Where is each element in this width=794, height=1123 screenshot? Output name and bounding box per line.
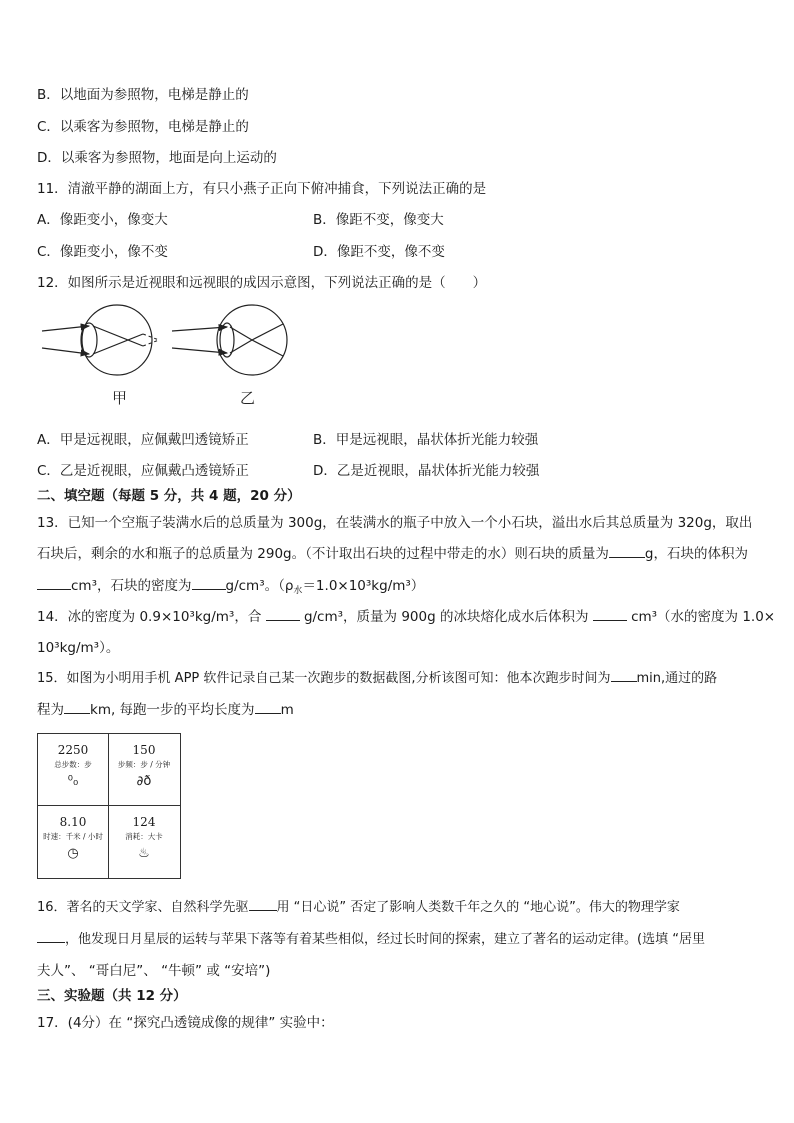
q14-text: 14．冰的密度为 0.9×10³kg/m³，合: [37, 609, 262, 625]
question-13-line-3: [37, 574, 424, 596]
q16-text: 用 “日心说” 否定了影响人类数千年之久的 “地心说”。伟大的物理学家: [276, 900, 680, 915]
q12-option-c: C．乙是近视眼，应佩戴凸透镜矫正: [37, 463, 249, 479]
stat-value: 8.10: [59, 815, 87, 829]
answer-blank[interactable]: [37, 930, 65, 943]
question-16-line-1: [37, 896, 680, 915]
q13-text: g/cm³。（ρ: [225, 578, 294, 594]
shoe-icon: ∂ð: [136, 774, 152, 789]
q15-text: km, 每跑一步的平均长度为: [90, 702, 255, 718]
question-13-line-1: 13．已知一个空瓶子装满水后的总质量为 300g，在装满水的瓶子中放入一个小石块，溢出水后其总质量为 320g，取出: [37, 515, 753, 531]
q12-option-d: D．乙是近视眼，晶状体折光能力较强: [313, 463, 540, 479]
stat-value: 124: [132, 815, 156, 829]
q11-option-c: C．像距变小，像不变: [37, 244, 168, 260]
q15-text: min,通过的路: [636, 671, 718, 686]
answer-blank[interactable]: [192, 577, 226, 590]
stat-cadence: [109, 734, 179, 805]
eye-diagram-yi: [172, 305, 287, 407]
q15-text: 程为: [37, 702, 64, 718]
stat-value: 2250: [57, 743, 89, 757]
stat-calories: [109, 806, 179, 877]
q13-subscript: 水: [293, 586, 303, 596]
question-15-line-2: [37, 698, 294, 718]
answer-blank[interactable]: [266, 608, 300, 621]
answer-blank[interactable]: [249, 898, 277, 911]
question-16-line-3: 夫人”、 “哥白尼”、 “牛顿” 或 “安培”): [37, 963, 271, 979]
q16-text: 16．著名的天文学家、自然科学先驱: [37, 900, 249, 915]
question-15-line-1: [37, 667, 717, 686]
q13-text: cm³，石块的密度为: [71, 578, 192, 594]
q13-text: ＝1.0×10³kg/m³）: [302, 578, 425, 594]
stat-label: 总步数：步: [54, 760, 92, 769]
answer-blank[interactable]: [609, 545, 645, 558]
running-app-screenshot: [37, 733, 181, 879]
q11-option-d: D．像距不变，像不变: [313, 244, 445, 260]
option-b-q10: B．以地面为参照物，电梯是静止的: [37, 87, 249, 103]
answer-blank[interactable]: [64, 701, 90, 714]
stat-total-steps: [38, 734, 108, 805]
q14-text: cm³（水的密度为 1.0×: [631, 609, 776, 625]
eye-diagram-jia: [42, 305, 159, 407]
question-13-line-2: [37, 542, 748, 562]
stat-label: 时速：千米 / 小时: [43, 832, 103, 841]
stat-label: 消耗：大卡: [125, 832, 163, 841]
q16-text: ，他发现日月星辰的运转与苹果下落等有着某些相似，经过长时间的探索，建立了著名的运动定律。(选填 “居里: [65, 932, 705, 947]
answer-blank[interactable]: [255, 701, 281, 714]
fig-label-jia: 甲: [112, 389, 128, 407]
option-c-q10: C．以乘客为参照物，电梯是静止的: [37, 119, 249, 135]
question-14-line-1: [37, 605, 775, 625]
question-11: 11．清澈平静的湖面上方，有只小燕子正向下俯冲捕食，下列说法正确的是: [37, 181, 487, 197]
section-3-heading: 三、实验题（共 12 分）: [37, 988, 187, 1004]
q14-text: g/cm³，质量为 900g 的冰块熔化成水后体积为: [303, 609, 589, 625]
q13-text: 石块后，剩余的水和瓶子的总质量为 290g。（不计取出石块的过程中带走的水）则石块的质量为: [37, 546, 609, 562]
answer-blank[interactable]: [593, 608, 627, 621]
answer-blank[interactable]: [611, 669, 637, 682]
question-16-line-2: [37, 928, 705, 947]
answer-blank[interactable]: [37, 577, 71, 590]
stat-label: 步频：步 / 分钟: [117, 760, 171, 769]
option-d-q10: D．以乘客为参照物，地面是向上运动的: [37, 150, 277, 166]
fig-label-yi: 乙: [240, 389, 256, 407]
q13-text: g，石块的体积为: [644, 546, 748, 562]
question-14-line-2: 10³kg/m³）。: [37, 640, 120, 656]
stat-value: 150: [132, 743, 156, 757]
q15-text: 15．如图为小明用手机 APP 软件记录自己某一次跑步的数据截图,分析该图可知：他本次跑步时间为: [37, 671, 611, 686]
stat-speed: [38, 806, 108, 877]
q11-option-a: A．像距变小，像变大: [37, 212, 168, 228]
footprints-icon: ⁰₀: [67, 774, 79, 789]
question-17: 17．(4分）在 “探究凸透镜成像的规律” 实验中：: [37, 1015, 334, 1031]
eye-diagram: [37, 300, 297, 412]
question-12: 12．如图所示是近视眼和远视眼的成因示意图，下列说法正确的是（ ）: [37, 275, 487, 291]
flame-icon: ♨: [138, 846, 150, 861]
q11-option-b: B．像距不变，像变大: [313, 212, 444, 228]
section-2-heading: 二、填空题（每题 5 分，共 4 题，20 分）: [37, 488, 301, 504]
q15-text: m: [280, 702, 294, 718]
speedometer-icon: ◷: [67, 846, 79, 861]
q12-option-a: A．甲是远视眼，应佩戴凹透镜矫正: [37, 432, 249, 448]
q12-option-b: B．甲是远视眼，晶状体折光能力较强: [313, 432, 539, 448]
